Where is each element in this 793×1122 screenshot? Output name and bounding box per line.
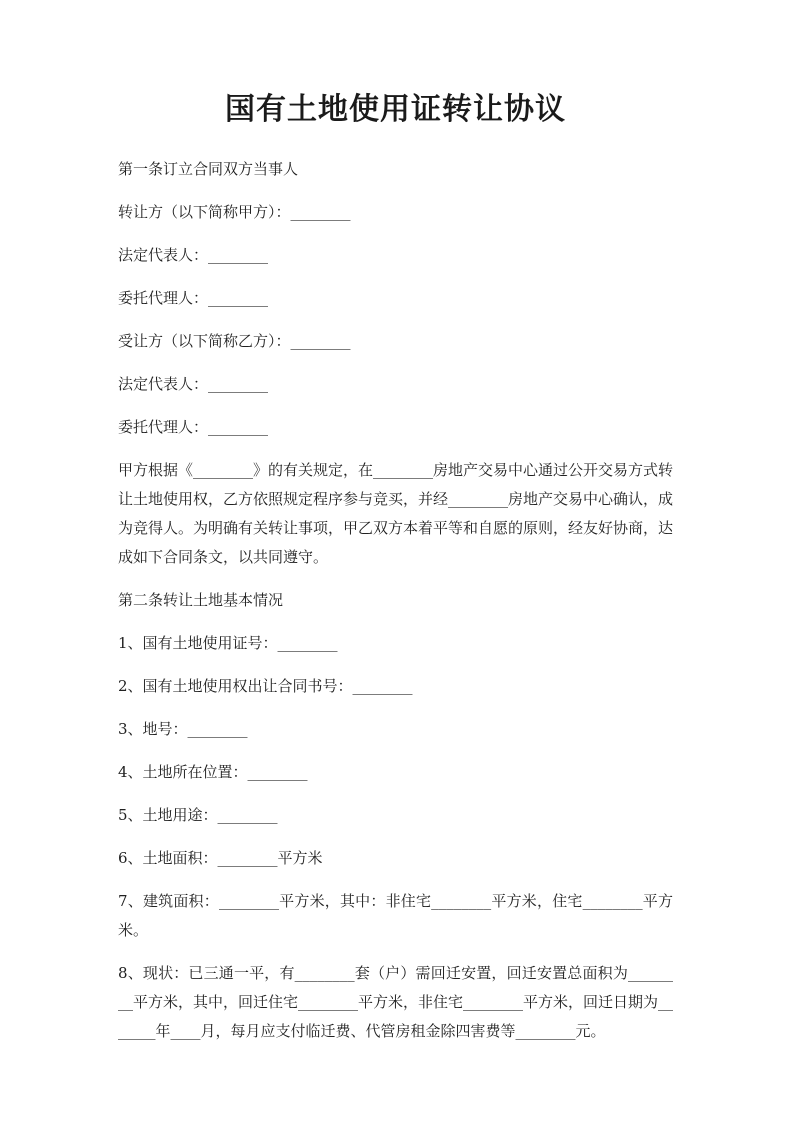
item-1-land-cert-no: 1、国有土地使用证号：________ (118, 634, 338, 652)
item-3-plot-no: 3、地号：________ (118, 720, 248, 738)
item-4-land-location: 4、土地所在位置：________ (118, 763, 308, 781)
clause-1-heading: 第一条订立合同双方当事人 (118, 160, 299, 178)
item-5-land-use: 5、土地用途：________ (118, 806, 278, 824)
transferor-line: 转让方（以下简称甲方）：________ (118, 203, 351, 221)
legal-rep-a-line: 法定代表人：________ (118, 246, 269, 264)
item-7-building-area: 7、建筑面积：________平方米，其中：非住宅________平方米，住宅________平方米。 (118, 892, 673, 939)
item-2-grant-contract-no: 2、国有土地使用权出让合同书号：________ (118, 677, 413, 695)
legal-rep-b-line: 法定代表人：________ (118, 375, 269, 393)
item-6-land-area: 6、土地面积：________平方米 (118, 849, 323, 867)
agent-b-line: 委托代理人：________ (118, 418, 269, 436)
transferee-line: 受让方（以下简称乙方）：________ (118, 332, 351, 350)
document-title: 国有土地使用证转让协议 (225, 92, 566, 127)
clause-2-heading: 第二条转让土地基本情况 (118, 591, 284, 609)
preamble-paragraph: 甲方根据《________》的有关规定，在________房地产交易中心通过公开交易方式转让土地使用权，乙方依照规定程序参与竞买，并经________房地产交易中心确认，成为竞得人。为明确有关转让事项，甲乙双方本着平等和自愿的原则，经友好协商，达成如下合同条文，以共同遵守。 (118, 461, 674, 566)
agent-a-line: 委托代理人：________ (118, 289, 269, 307)
item-8-current-status: 8、现状：已三通一平，有________套（户）需回迁安置，回迁安置总面积为________平方米，其中，回迁住宅________平方米，非住宅________平方米，回迁日期为_______年____月，每月应支付临迁费、代管房租金除四害费等________元。 (118, 964, 674, 1040)
